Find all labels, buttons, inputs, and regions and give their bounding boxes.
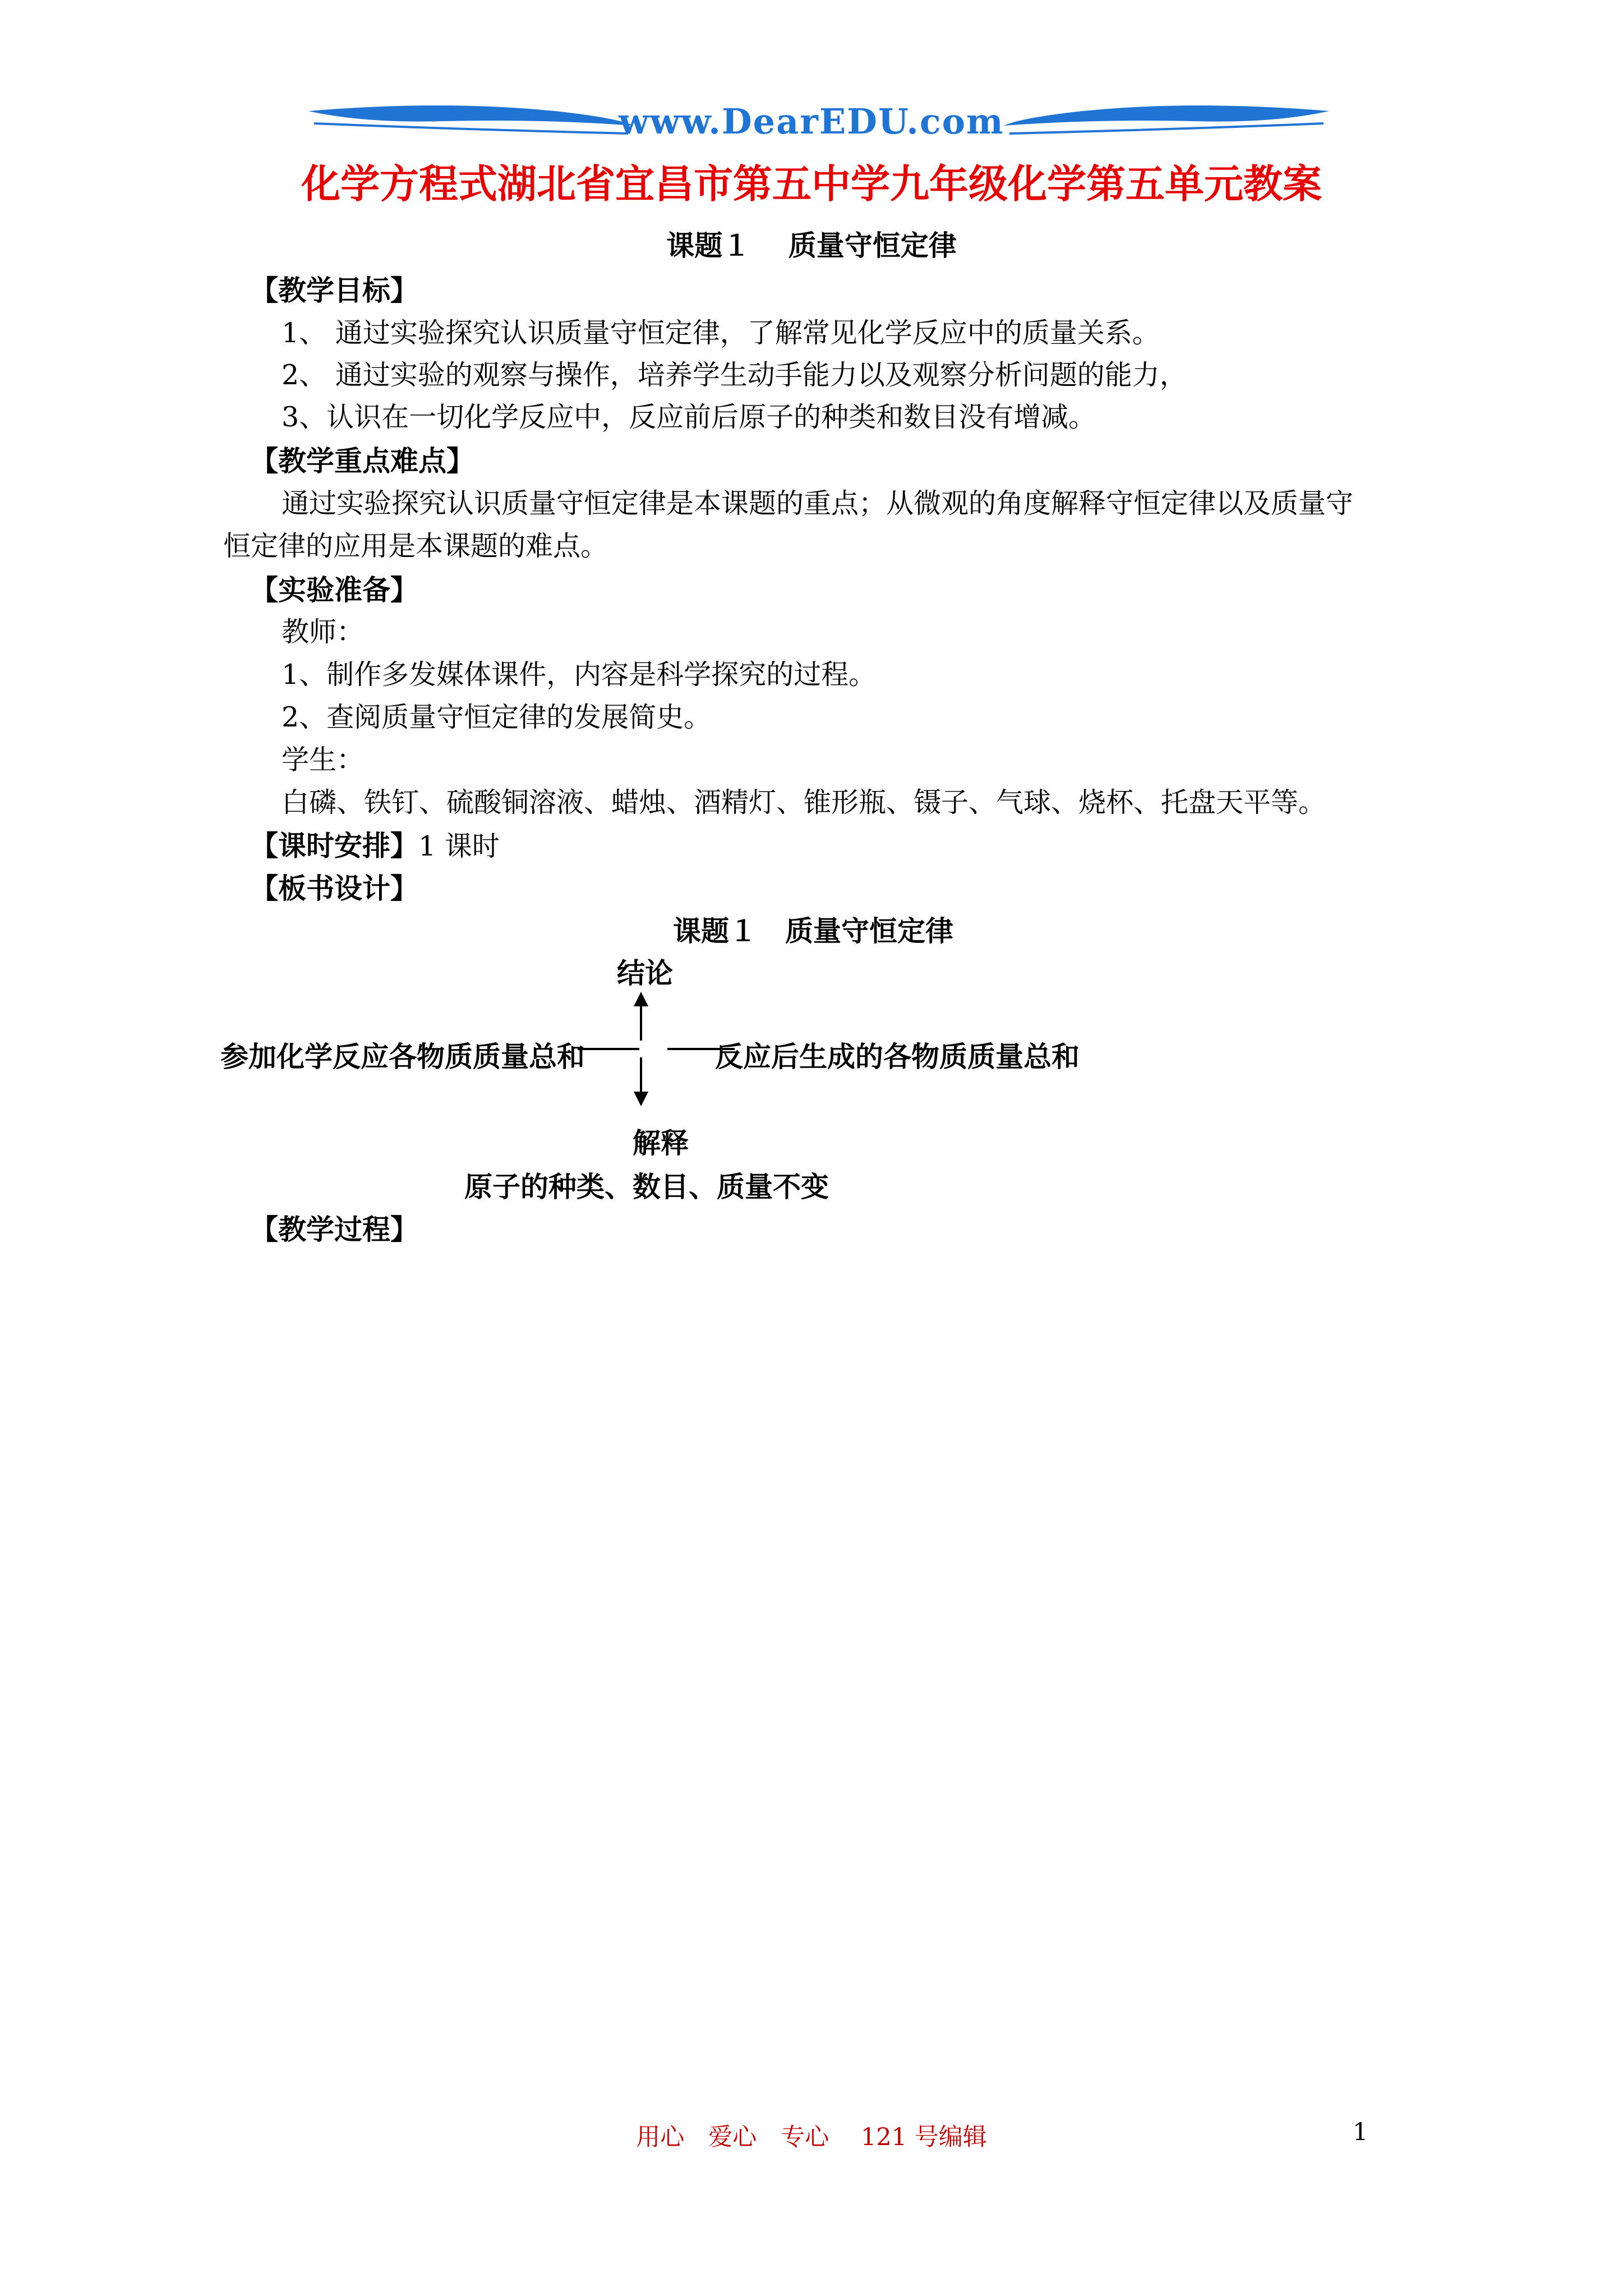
student-materials: 白磷、铁钉、硫酸铜溶液、蜡烛、酒精灯、锥形瓶、镊子、气球、烧杯、托盘天平等。 [282, 786, 1326, 818]
schedule-heading: 【课时安排】 [250, 829, 418, 862]
schedule-value: 1 课时 [418, 830, 500, 862]
schedule-row [250, 823, 500, 864]
objective-item-3: 3、认识在一切化学反应中，反应前后原子的种类和数目没有增减。 [282, 401, 1096, 433]
diagram-arrows [578, 987, 735, 1111]
site-logo-text: www.DearEDU.com [619, 101, 1004, 142]
student-label: 学生： [282, 744, 365, 776]
diagram-conclusion-label: 结论 [617, 956, 673, 990]
key-points-line-2: 恒定律的应用是本课题的难点。 [223, 530, 608, 562]
lesson-title: 课题１ 质量守恒定律 [666, 229, 957, 262]
page-number: 1 [1353, 2118, 1368, 2146]
objective-item-2: 2、 通过实验的观察与操作，培养学生动手能力以及观察分析问题的能力， [282, 359, 1187, 391]
teacher-item-1: 1、制作多发媒体课件，内容是科学探究的过程。 [282, 659, 877, 691]
preparation-heading: 【实验准备】 [250, 573, 418, 606]
document-title: 化学方程式湖北省宜昌市第五中学九年级化学第五单元教案 [301, 160, 1322, 207]
key-points-line-1: 通过实验探究认识质量守恒定律是本课题的重点；从微观的角度解释守恒定律以及质量守 [282, 487, 1354, 519]
board-heading: 【板书设计】 [250, 872, 418, 905]
teacher-item-2: 2、查阅质量守恒定律的发展简史。 [282, 701, 712, 733]
objectives-heading: 【教学目标】 [250, 274, 418, 307]
teacher-label: 教师： [282, 616, 365, 648]
page-footer: 用心 爱心 专心 121 号编辑 [636, 2123, 987, 2151]
process-heading: 【教学过程】 [250, 1213, 418, 1246]
objective-item-1: 1、 通过实验探究认识质量守恒定律，了解常见化学反应中的质量关系。 [282, 317, 1160, 349]
diagram-explanation-text: 原子的种类、数目、质量不变 [464, 1170, 829, 1203]
diagram-explanation-label: 解释 [633, 1126, 689, 1159]
diagram-reactants-mass: 参加化学反应各物质质量总和 [220, 1040, 585, 1073]
diagram-title: 课题１ 质量守恒定律 [673, 914, 953, 947]
diagram-products-mass: 反应后生成的各物质质量总和 [715, 1040, 1080, 1073]
key-points-heading: 【教学重点难点】 [250, 444, 474, 477]
